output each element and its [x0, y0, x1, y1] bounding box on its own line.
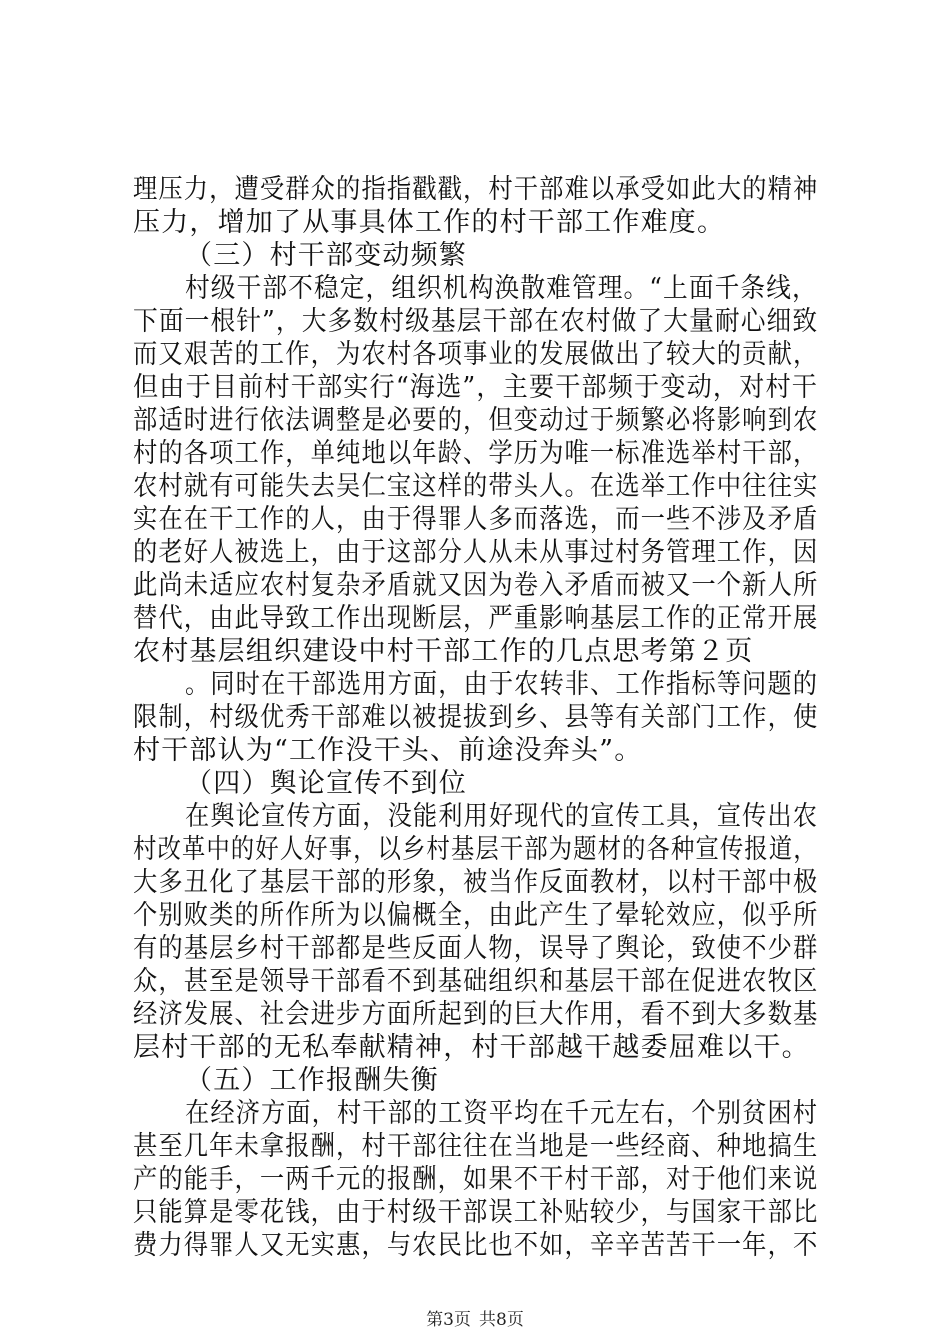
text-line: 众，甚至是领导干部看不到基础组织和基层干部在促进农牧区 — [133, 966, 819, 997]
text-line: 个别败类的所作所为以偏概全，由此产生了晕轮效应，似乎所 — [133, 900, 819, 931]
text-line: 甚至几年未拿报酬，村干部往往在当地是一些经商、种地搞生 — [133, 1131, 819, 1162]
text-line: 的老好人被选上，由于这部分人从未从事过村务管理工作，因 — [133, 537, 819, 568]
text-line: 村的各项工作，单纯地以年龄、学历为唯一标准选举村干部， — [133, 438, 819, 469]
section-heading: （三）村干部变动频繁 — [185, 240, 467, 271]
text-line: 村改革中的好人好事，以乡村基层干部为题材的各种宣传报道， — [133, 834, 818, 865]
text-line: 产的能手，一两千元的报酬，如果不干村干部，对于他们来说 — [133, 1164, 819, 1195]
text-line: 经济发展、社会进步方面所起到的巨大作用，看不到大多数基 — [133, 999, 819, 1030]
text-line: 。同时在干部选用方面，由于农转非、工作指标等问题的 — [185, 669, 819, 700]
text-line: 大多丑化了基层干部的形象，被当作反面教材，以村干部中极 — [133, 867, 819, 898]
text-line: 而又艰苦的工作，为农村各项事业的发展做出了较大的贡献， — [133, 339, 819, 370]
section-heading: （四）舆论宣传不到位 — [185, 768, 467, 799]
text-line: 村干部认为“工作没干头、前途没奔头”。 — [133, 735, 643, 766]
text-line: 费力得罪人又无实惠，与农民比也不如，辛辛苦苦干一年，不 — [133, 1230, 819, 1261]
text-line: 但由于目前村干部实行“海选”，主要干部频于变动，对村干 — [133, 372, 819, 403]
text-line: 理压力，遭受群众的指指戳戳，村干部难以承受如此大的精神 — [133, 174, 819, 205]
text-line: 只能算是零花钱，由于村级干部误工补贴较少，与国家干部比 — [133, 1197, 819, 1228]
page-footer — [0, 1305, 950, 1330]
text-line: 实在在干工作的人，由于得罪人多而落选，而一些不涉及矛盾 — [133, 504, 819, 535]
text-line: 此尚未适应农村复杂矛盾就又因为卷入矛盾而被又一个新人所 — [133, 570, 819, 601]
text-line: 有的基层乡村干部都是些反面人物，误导了舆论，致使不少群 — [133, 933, 819, 964]
text-line: 村级干部不稳定，组织机构涣散难管理。“上面千条线， — [185, 273, 818, 304]
section-heading: （五）工作报酬失衡 — [185, 1065, 439, 1096]
text-line: 替代，由此导致工作出现断层，严重影响基层工作的正常开展 — [133, 603, 819, 634]
text-line: 农村就有可能失去吴仁宝这样的带头人。在选举工作中往往实 — [133, 471, 819, 502]
page-number: 第3页 — [426, 1310, 471, 1330]
text-line: 在经济方面，村干部的工资平均在千元左右，个别贫困村 — [185, 1098, 819, 1129]
text-line: 压力，增加了从事具体工作的村干部工作难度。 — [133, 207, 726, 238]
text-line: 下面一根针”，大多数村级基层干部在农村做了大量耐心细致 — [133, 306, 819, 337]
text-line: 农村基层组织建设中村干部工作的几点思考第２页 — [133, 636, 754, 667]
text-line: 层村干部的无私奉献精神，村干部越干越委屈难以干。 — [133, 1032, 810, 1063]
text-line: 部适时进行依法调整是必要的，但变动过于频繁必将影响到农 — [133, 405, 819, 436]
text-line: 限制，村级优秀干部难以被提拔到乡、县等有关部门工作，使 — [133, 702, 819, 733]
text-line: 在舆论宣传方面，没能利用好现代的宣传工具，宣传出农 — [185, 801, 819, 832]
page-total: 共8页 — [479, 1310, 524, 1330]
